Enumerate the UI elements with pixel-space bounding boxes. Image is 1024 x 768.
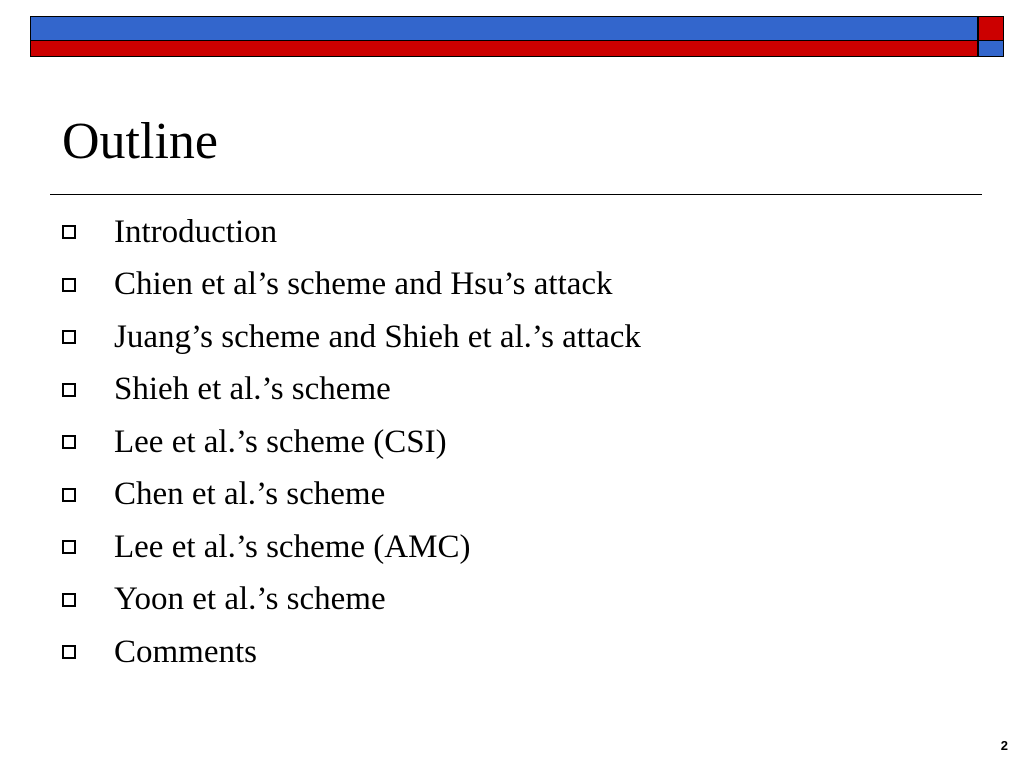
slide-title: Outline <box>62 113 218 170</box>
list-item-label: Introduction <box>114 213 278 250</box>
list-item-label: Juang’s scheme and Shieh et al.’s attack <box>114 318 641 355</box>
header-decoration <box>30 16 1004 58</box>
list-item <box>62 416 641 469</box>
header-square-blue <box>978 41 1004 57</box>
list-item-label: Lee et al.’s scheme (AMC) <box>114 528 471 565</box>
square-bullet-icon <box>62 278 76 292</box>
list-item <box>62 469 641 522</box>
list-item <box>62 206 641 259</box>
square-bullet-icon <box>62 435 76 449</box>
header-square-red <box>978 16 1004 41</box>
square-bullet-icon <box>62 488 76 502</box>
page-number: 2 <box>1000 738 1008 753</box>
square-bullet-icon <box>62 645 76 659</box>
square-bullet-icon <box>62 330 76 344</box>
header-bar-red <box>30 41 978 57</box>
list-item <box>62 311 641 364</box>
list-item-label: Shieh et al.’s scheme <box>114 371 391 408</box>
header-bar-blue <box>30 16 978 41</box>
list-item-label: Lee et al.’s scheme (CSI) <box>114 423 447 460</box>
list-item <box>62 521 641 574</box>
list-item <box>62 626 641 679</box>
list-item <box>62 574 641 627</box>
list-item-label: Yoon et al.’s scheme <box>114 581 386 618</box>
square-bullet-icon <box>62 593 76 607</box>
square-bullet-icon <box>62 383 76 397</box>
list-item <box>62 259 641 312</box>
bullet-list <box>62 206 641 679</box>
title-divider <box>50 194 982 195</box>
list-item-label: Chen et al.’s scheme <box>114 476 386 513</box>
list-item-label: Chien et al’s scheme and Hsu’s attack <box>114 266 613 303</box>
list-item-label: Comments <box>114 633 258 670</box>
square-bullet-icon <box>62 225 76 239</box>
list-item <box>62 364 641 417</box>
square-bullet-icon <box>62 540 76 554</box>
